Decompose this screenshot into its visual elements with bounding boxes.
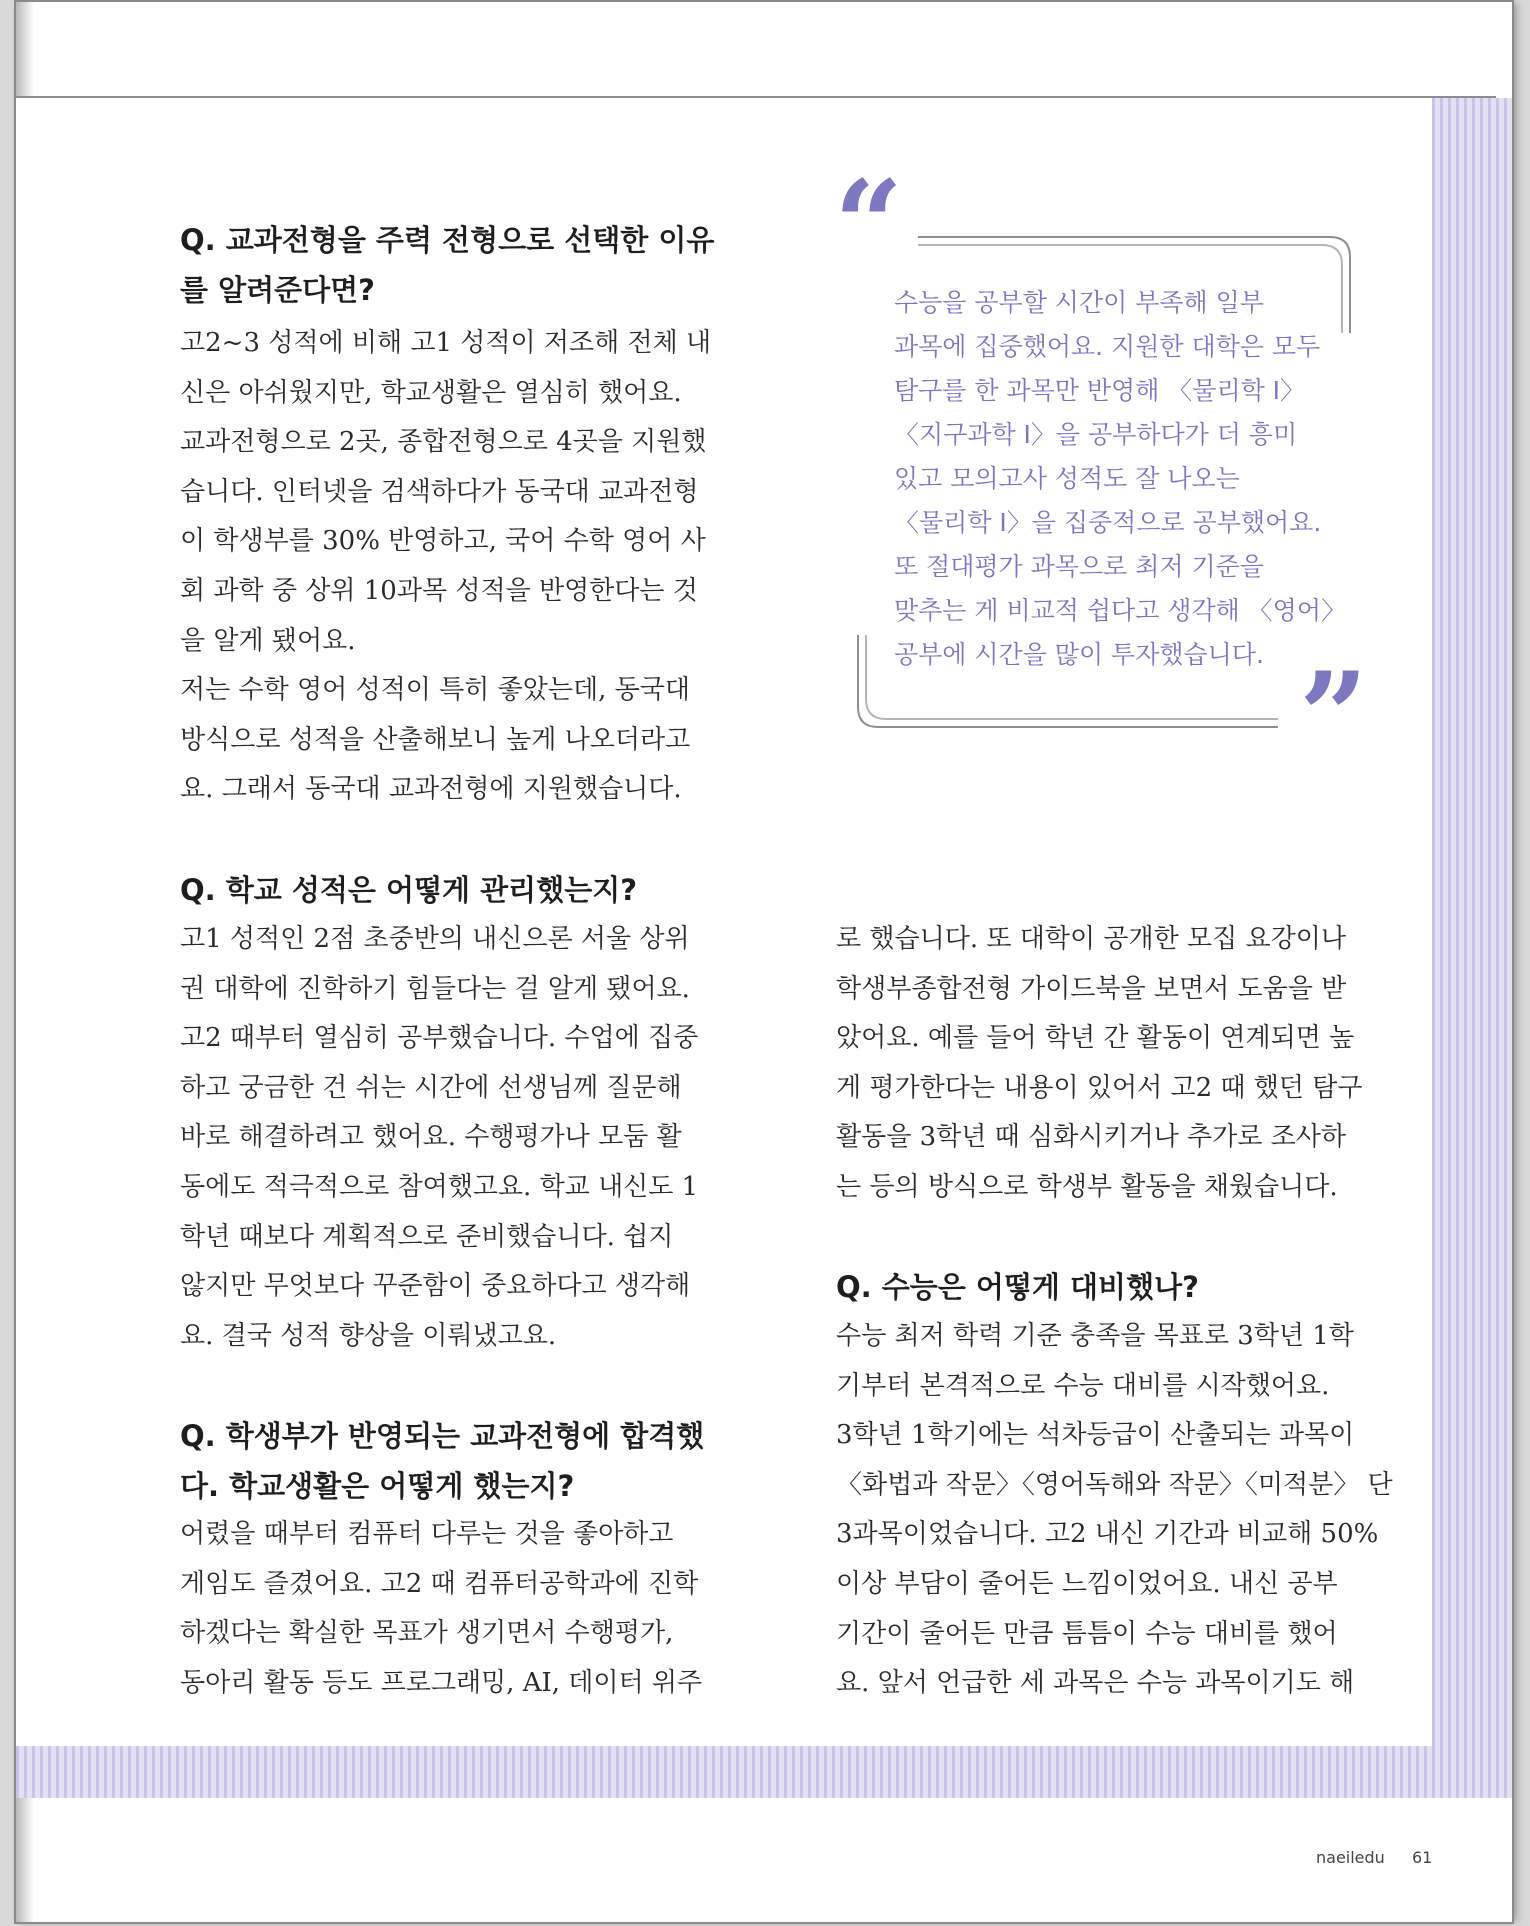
body-line: 요. 결국 성적 향상을 이뤄냈고요. bbox=[180, 1320, 557, 1351]
body-line: 어렸을 때부터 컴퓨터 다루는 것을 좋아하고 bbox=[180, 1519, 674, 1549]
body-line: 하고 궁금한 건 쉬는 시간에 선생님께 질문해 bbox=[180, 1072, 682, 1103]
body-line: 3학년 1학기에는 석차등급이 산출되는 과목이 bbox=[836, 1420, 1355, 1451]
open-quote-icon: “ bbox=[834, 154, 904, 295]
question-heading-1 bbox=[180, 215, 714, 315]
pull-quote bbox=[834, 154, 1368, 787]
close-quote-icon: ” bbox=[1298, 646, 1368, 787]
quote-line: 〈물리학 Ⅰ〉을 집중적으로 공부했어요. bbox=[894, 508, 1322, 537]
quote-line: 있고 모의고사 성적도 잘 나오는 bbox=[894, 464, 1240, 493]
body-line: 고2~3 성적에 비해 고1 성적이 저조해 전체 내 bbox=[180, 328, 712, 358]
question-heading-4 bbox=[836, 1262, 1199, 1312]
body-line: 동에도 적극적으로 참여했고요. 학교 내신도 1 bbox=[180, 1171, 699, 1202]
body-line: 않지만 무엇보다 꾸준함이 중요하다고 생각해 bbox=[180, 1271, 691, 1302]
quote-line: 탐구를 한 과목만 반영해 〈물리학 Ⅰ〉 bbox=[894, 376, 1306, 405]
answer-body-2 bbox=[180, 915, 698, 1361]
body-line: 수능 최저 학력 기준 충족을 목표로 3학년 1학 bbox=[836, 1321, 1354, 1351]
body-line: 기부터 본격적으로 수능 대비를 시작했어요. bbox=[836, 1370, 1330, 1401]
body-line: 활동을 3학년 때 심화시키거나 추가로 조사하 bbox=[836, 1122, 1346, 1153]
page-number: 61 bbox=[1412, 1848, 1433, 1867]
body-line: 학생부종합전형 가이드북을 보면서 도움을 받 bbox=[836, 973, 1347, 1004]
magazine-page bbox=[16, 2, 1512, 1922]
body-line: 습니다. 인터넷을 검색하다가 동국대 교과전형 bbox=[180, 476, 699, 507]
answer-body-1 bbox=[180, 319, 711, 815]
quote-line: 수능을 공부할 시간이 부족해 일부 bbox=[894, 288, 1264, 317]
body-line: 하겠다는 확실한 목표가 생기면서 수행평가, bbox=[180, 1618, 674, 1649]
answer-body-3 bbox=[180, 1510, 702, 1708]
body-line: 3과목이었습니다. 고2 내신 기간과 비교해 50% bbox=[836, 1519, 1379, 1550]
body-line: 요. 앞서 언급한 세 과목은 수능 과목이기도 해 bbox=[836, 1668, 1355, 1699]
continued-body bbox=[836, 915, 1362, 1213]
decorative-stripe-bottom bbox=[16, 1746, 1512, 1798]
body-line: 을 알게 됐어요. bbox=[180, 625, 356, 656]
body-line: 게임도 즐겼어요. 고2 때 컴퓨터공학과에 진학 bbox=[180, 1568, 699, 1599]
quote-line: 공부에 시간을 많이 투자했습니다. bbox=[894, 640, 1264, 669]
body-line: 신은 아쉬웠지만, 학교생활은 열심히 했어요. bbox=[180, 377, 682, 408]
question-heading-3 bbox=[180, 1411, 704, 1511]
body-line: 회 과학 중 상위 10과목 성적을 반영한다는 것 bbox=[180, 575, 698, 606]
footer-brand: naeiledu bbox=[1316, 1848, 1385, 1867]
body-line: 고2 때부터 열심히 공부했습니다. 수업에 집중 bbox=[180, 1023, 699, 1054]
body-line: 고1 성적인 2점 초중반의 내신으론 서울 상위 bbox=[180, 924, 690, 954]
body-line: 요. 그래서 동국대 교과전형에 지원했습니다. bbox=[180, 774, 682, 805]
answer-body-4 bbox=[836, 1312, 1393, 1709]
heading-line: 다. 학교생활은 어떻게 했는지? bbox=[180, 1469, 575, 1503]
body-line: 이 학생부를 30% 반영하고, 국어 수학 영어 사 bbox=[180, 526, 706, 557]
heading-line: 를 알려준다면? bbox=[180, 273, 376, 307]
quote-line: 또 절대평가 과목으로 최저 기준을 bbox=[894, 552, 1264, 581]
body-line: 방식으로 성적을 산출해보니 높게 나오더라고 bbox=[180, 724, 691, 755]
heading-line: Q. 학교 성적은 어떻게 관리했는지? bbox=[180, 873, 638, 907]
body-line: 〈화법과 작문〉〈영어독해와 작문〉〈미적분〉 단 bbox=[836, 1469, 1393, 1500]
body-line: 로 했습니다. 또 대학이 공개한 모집 요강이나 bbox=[836, 924, 1346, 954]
quote-line: 〈지구과학 Ⅰ〉을 공부하다가 더 흥미 bbox=[894, 420, 1298, 449]
body-line: 저는 수학 영어 성적이 특히 좋았는데, 동국대 bbox=[180, 675, 690, 706]
body-line: 권 대학에 진학하기 힘들다는 걸 알게 됐어요. bbox=[180, 973, 690, 1004]
decorative-stripe-right bbox=[1432, 98, 1512, 1798]
question-heading-2 bbox=[180, 865, 637, 915]
body-line: 동아리 활동 등도 프로그래밍, AI, 데이터 위주 bbox=[180, 1667, 703, 1698]
body-line: 기간이 줄어든 만큼 틈틈이 수능 대비를 했어 bbox=[836, 1618, 1338, 1649]
heading-line: Q. 교과전형을 주력 전형으로 선택한 이유 bbox=[180, 223, 715, 257]
heading-line: Q. 수능은 어떻게 대비했나? bbox=[836, 1270, 1199, 1304]
body-line: 는 등의 방식으로 학생부 활동을 채웠습니다. bbox=[836, 1171, 1338, 1202]
body-line: 교과전형으로 2곳, 종합전형으로 4곳을 지원했 bbox=[180, 427, 707, 458]
quote-line: 과목에 집중했어요. 지원한 대학은 모두 bbox=[894, 332, 1321, 361]
body-line: 바로 해결하려고 했어요. 수행평가나 모둠 활 bbox=[180, 1122, 682, 1153]
body-line: 이상 부담이 줄어든 느낌이었어요. 내신 공부 bbox=[836, 1568, 1338, 1599]
body-line: 았어요. 예를 들어 학년 간 활동이 연계되면 높 bbox=[836, 1023, 1355, 1054]
body-line: 게 평가한다는 내용이 있어서 고2 때 했던 탐구 bbox=[836, 1072, 1363, 1103]
body-line: 학년 때보다 계획적으로 준비했습니다. 쉽지 bbox=[180, 1221, 674, 1252]
heading-line: Q. 학생부가 반영되는 교과전형에 합격했 bbox=[180, 1419, 705, 1453]
quote-text bbox=[894, 281, 1346, 677]
quote-line: 맞추는 게 비교적 쉽다고 생각해 〈영어〉 bbox=[894, 596, 1346, 625]
